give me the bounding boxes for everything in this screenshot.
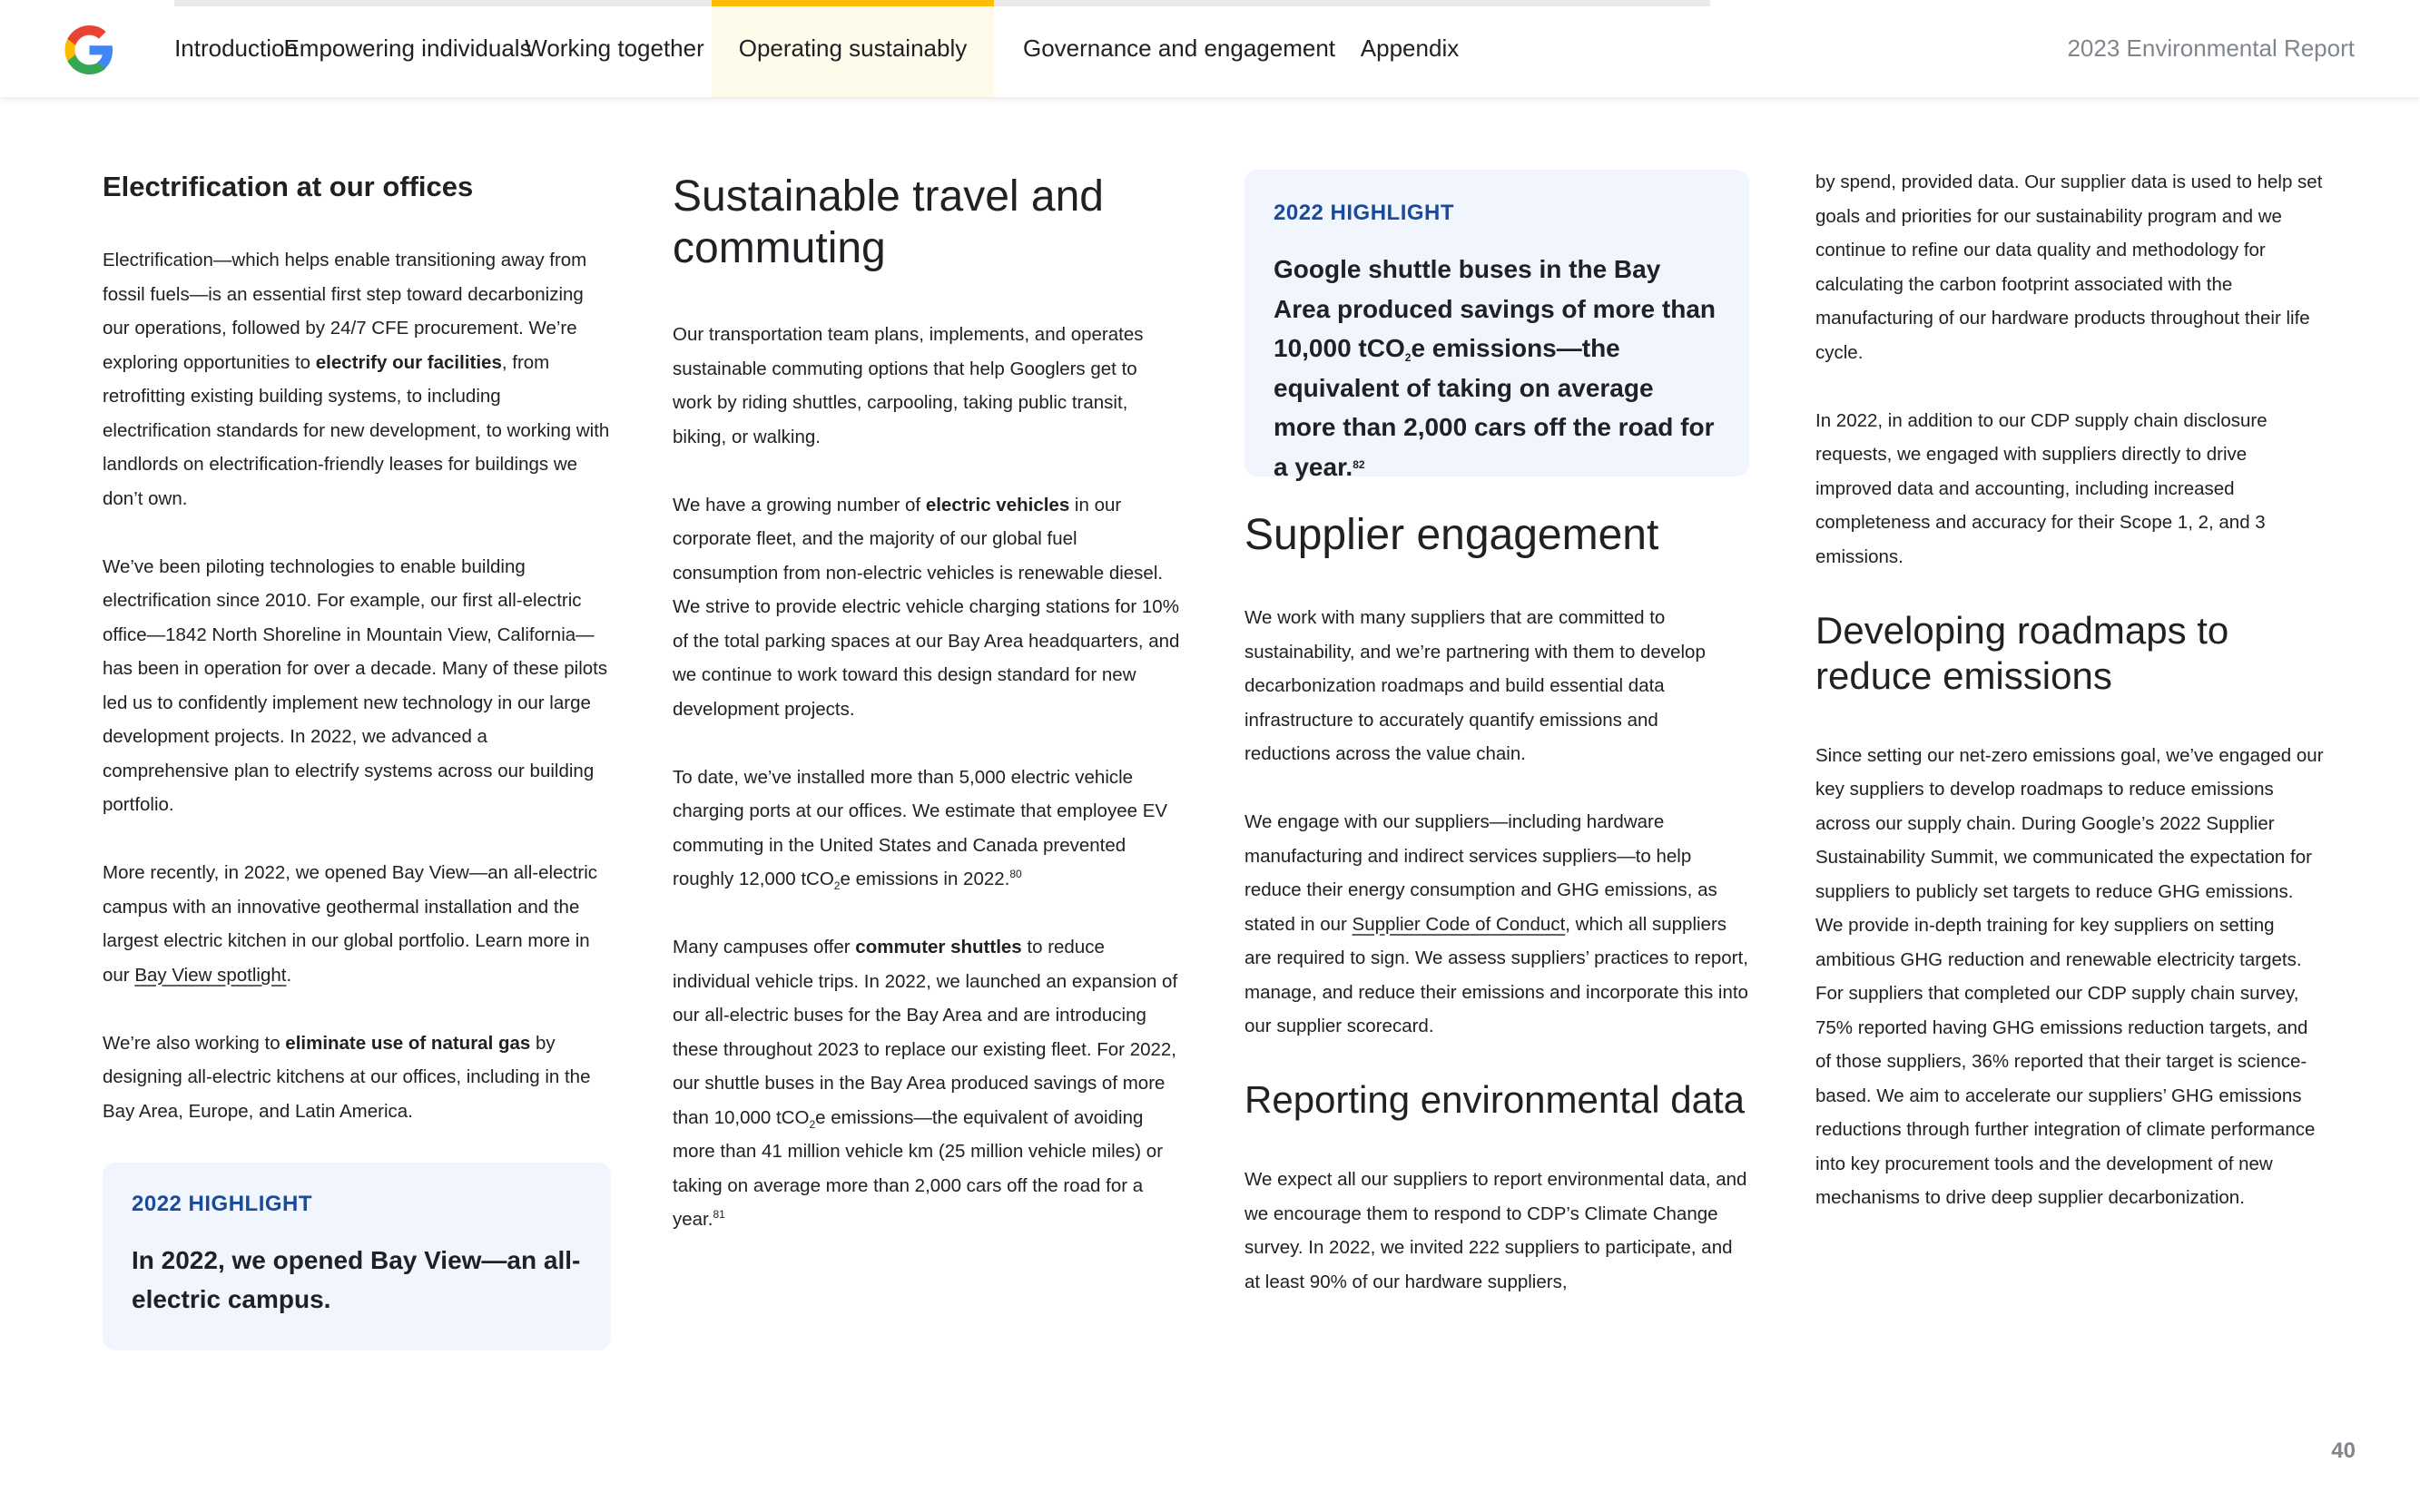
highlight-box-bay-view (103, 1163, 611, 1350)
nav-operating-sustainably[interactable]: Operating sustainably (712, 0, 994, 97)
paragraph-supplier-code: We engage with our suppliers—including hardware manufacturing and indirect services suppliers—to help reduce their energy consumption and GHG emissions, as stated in our Supplier Code of Conduct, which all suppliers are required to sign. We assess suppliers’ practices to report, manage, and reduce their emissions and incorporate this into our supplier scorecard. (1244, 811, 1748, 1036)
heading-developing-roadmaps: Developing roadmaps to reduce emissions (1815, 608, 2229, 697)
bay-view-spotlight-link[interactable]: Bay View spotlight (134, 964, 287, 986)
highlight-box-shuttle-buses (1244, 170, 1749, 481)
heading-reporting-environmental-data: Reporting environmental data (1244, 1078, 1746, 1121)
paragraph-electric-vehicles: We have a growing number of electric vehicles in our corporate fleet, and the majority of our global fuel consumption from non-electric vehicles is renewable diesel. We strive to provide electric vehicle charging stations for 10% of the total parking spaces at our Bay Area headquarters, and we continue to work toward this design standard for new development projects. (673, 494, 1180, 720)
top-header (0, 0, 2420, 97)
paragraph-cdp-disclosure: In 2022, in addition to our CDP supply chain disclosure requests, we engaged with suppliers directly to drive improved data and accounting, including increased completeness and accuracy for their Scope 1, 2, and 3 emissions. (1815, 409, 2268, 567)
nav-empowering-individuals[interactable]: Empowering individuals (283, 34, 532, 62)
google-logo-icon[interactable] (60, 21, 118, 79)
paragraph-ev-charging: To date, we’ve installed more than 5,000 electric vehicle charging ports at our offices. We estimate that employee EV commuting in the United States and Canada prevented roughly 12,000 tCO$_2$e emissions in 2022.80 (673, 766, 1168, 892)
nav-governance-and-engagement[interactable]: Governance and engagement (1022, 34, 1336, 62)
heading-sustainable-travel: Sustainable travel and commuting (673, 172, 1104, 272)
paragraph-net-zero-roadmaps: Since setting our net-zero emissions goal, we’ve engaged our key suppliers to develop roadmaps to reduce emissions across our supply chain. During Google’s 2022 Supplier Sustainability Summit, we communicated the expectation for suppliers to publicly set targets to reduce GHG emissions. We provide in-depth training for key suppliers on setting ambitious GHG reduction and renewable electricity targets. For suppliers that completed our CDP supply chain survey, 75% reported having GHG emissions reduction targets, and of those suppliers, 36% reported that their target is science-based. We aim to accelerate our suppliers’ GHG emissions reductions through further integration of climate performance into key procurement tools and the development of new mechanisms to drive deep supplier decarbonization. (1815, 744, 2324, 1208)
page-number: 40 (2331, 1438, 2356, 1463)
paragraph-bay-view: More recently, in 2022, we opened Bay View—an all-electric campus with an innovative geothermal installation and the largest electric kitchen in our global portfolio. Learn more in our Bay View spotlight. (103, 862, 598, 986)
nav-introduction[interactable]: Introduction (174, 34, 298, 62)
heading-supplier-engagement: Supplier engagement (1244, 511, 1659, 559)
highlight-text: In 2022, we opened Bay View—an all-electric campus. (132, 1245, 581, 1313)
heading-electrification-offices: Electrification at our offices (103, 171, 474, 202)
column-sustainable-travel (673, 171, 1181, 1271)
paragraph-supplier-data: by spend, provided data. Our supplier data is used to help set goals and priorities for our sustainability program and we continue to refine our data quality and methodology for calculating the carbon footprint associated with the manufacturing of our hardware products throughout their life cycle. (1815, 172, 2323, 363)
paragraph-supplier-commitment: We work with many suppliers that are committed to sustainability, and we’re partnering with them to develop decarbonization roadmaps and build essential data infrastructure to accurately quantify emissions and reductions across the value chain. (1244, 607, 1706, 764)
paragraph-transportation-team: Our transportation team plans, implements, and operates sustainable commuting options that help Googlers get to work by riding shuttles, carpooling, taking public transit, biking, or walking. (673, 324, 1144, 447)
paragraph-electrification-intro: Electrification—which helps enable transitioning away from fossil fuels—is an essential first step toward decarbonizing our operations, followed by 24/7 CFE procurement. We’re exploring opportunities to electrify our facilities, from retrofitting existing building systems, to including electrification standards for new development, to working with landlords on electrification-friendly leases for buildings we don’t own. (103, 250, 610, 509)
column-electrification (103, 156, 611, 1350)
highlight-text: Google shuttle buses in the Bay Area produced savings of more than 10,000 tCO$_2$e emissions—the equivalent of taking on average more than 2,000 cars off the road for a year.$^{82}$ (1274, 255, 1716, 481)
section-nav (174, 0, 1460, 97)
nav-appendix[interactable]: Appendix (1360, 34, 1460, 62)
highlight-label: 2022 HIGHLIGHT (1274, 201, 1455, 225)
paragraph-commuter-shuttles: Many campuses offer commuter shuttles to reduce individual vehicle trips. In 2022, we launched an expansion of our all-electric buses for the Bay Area and are introducing these throughout 2023 to replace our existing fleet. For 2022, our shuttle buses in the Bay Area produced savings of more than 10,000 tCO$_2$e emissions—the equivalent of avoiding more than 41 million vehicle km (25 million vehicle miles) or taking on average more than 2,000 cars off the road for a year.$^{81}$ (673, 937, 1178, 1230)
paragraph-reporting-data: We expect all our suppliers to report environmental data, and we encourage them to respond to CDP’s Climate Change survey. In 2022, we invited 222 suppliers to participate, and at least 90% of our hardware suppliers, (1244, 1169, 1747, 1292)
column-roadmaps (1815, 165, 2324, 1249)
highlight-label: 2022 HIGHLIGHT (132, 1191, 313, 1216)
paragraph-natural-gas: We’re also working to eliminate use of natural gas by designing all-electric kitchens at our offices, including in the Bay Area, Europe, and Latin America. (103, 1032, 591, 1122)
supplier-code-of-conduct-link[interactable]: Supplier Code of Conduct (1352, 913, 1566, 935)
paragraph-piloting-technologies: We’ve been piloting technologies to enable building electrification since 2010. For example, our first all-electric office—1842 North Shoreline in Mountain View, California—has been in operation for over a decade. Many of these pilots led us to confidently implement new technology in our large development projects. In 2022, we advanced a comprehensive plan to electrify systems across our building portfolio. (103, 555, 608, 815)
column-supplier-engagement (1244, 170, 1749, 1333)
nav-working-together[interactable]: Working together (525, 34, 704, 62)
report-title: 2023 Environmental Report (2067, 34, 2355, 62)
